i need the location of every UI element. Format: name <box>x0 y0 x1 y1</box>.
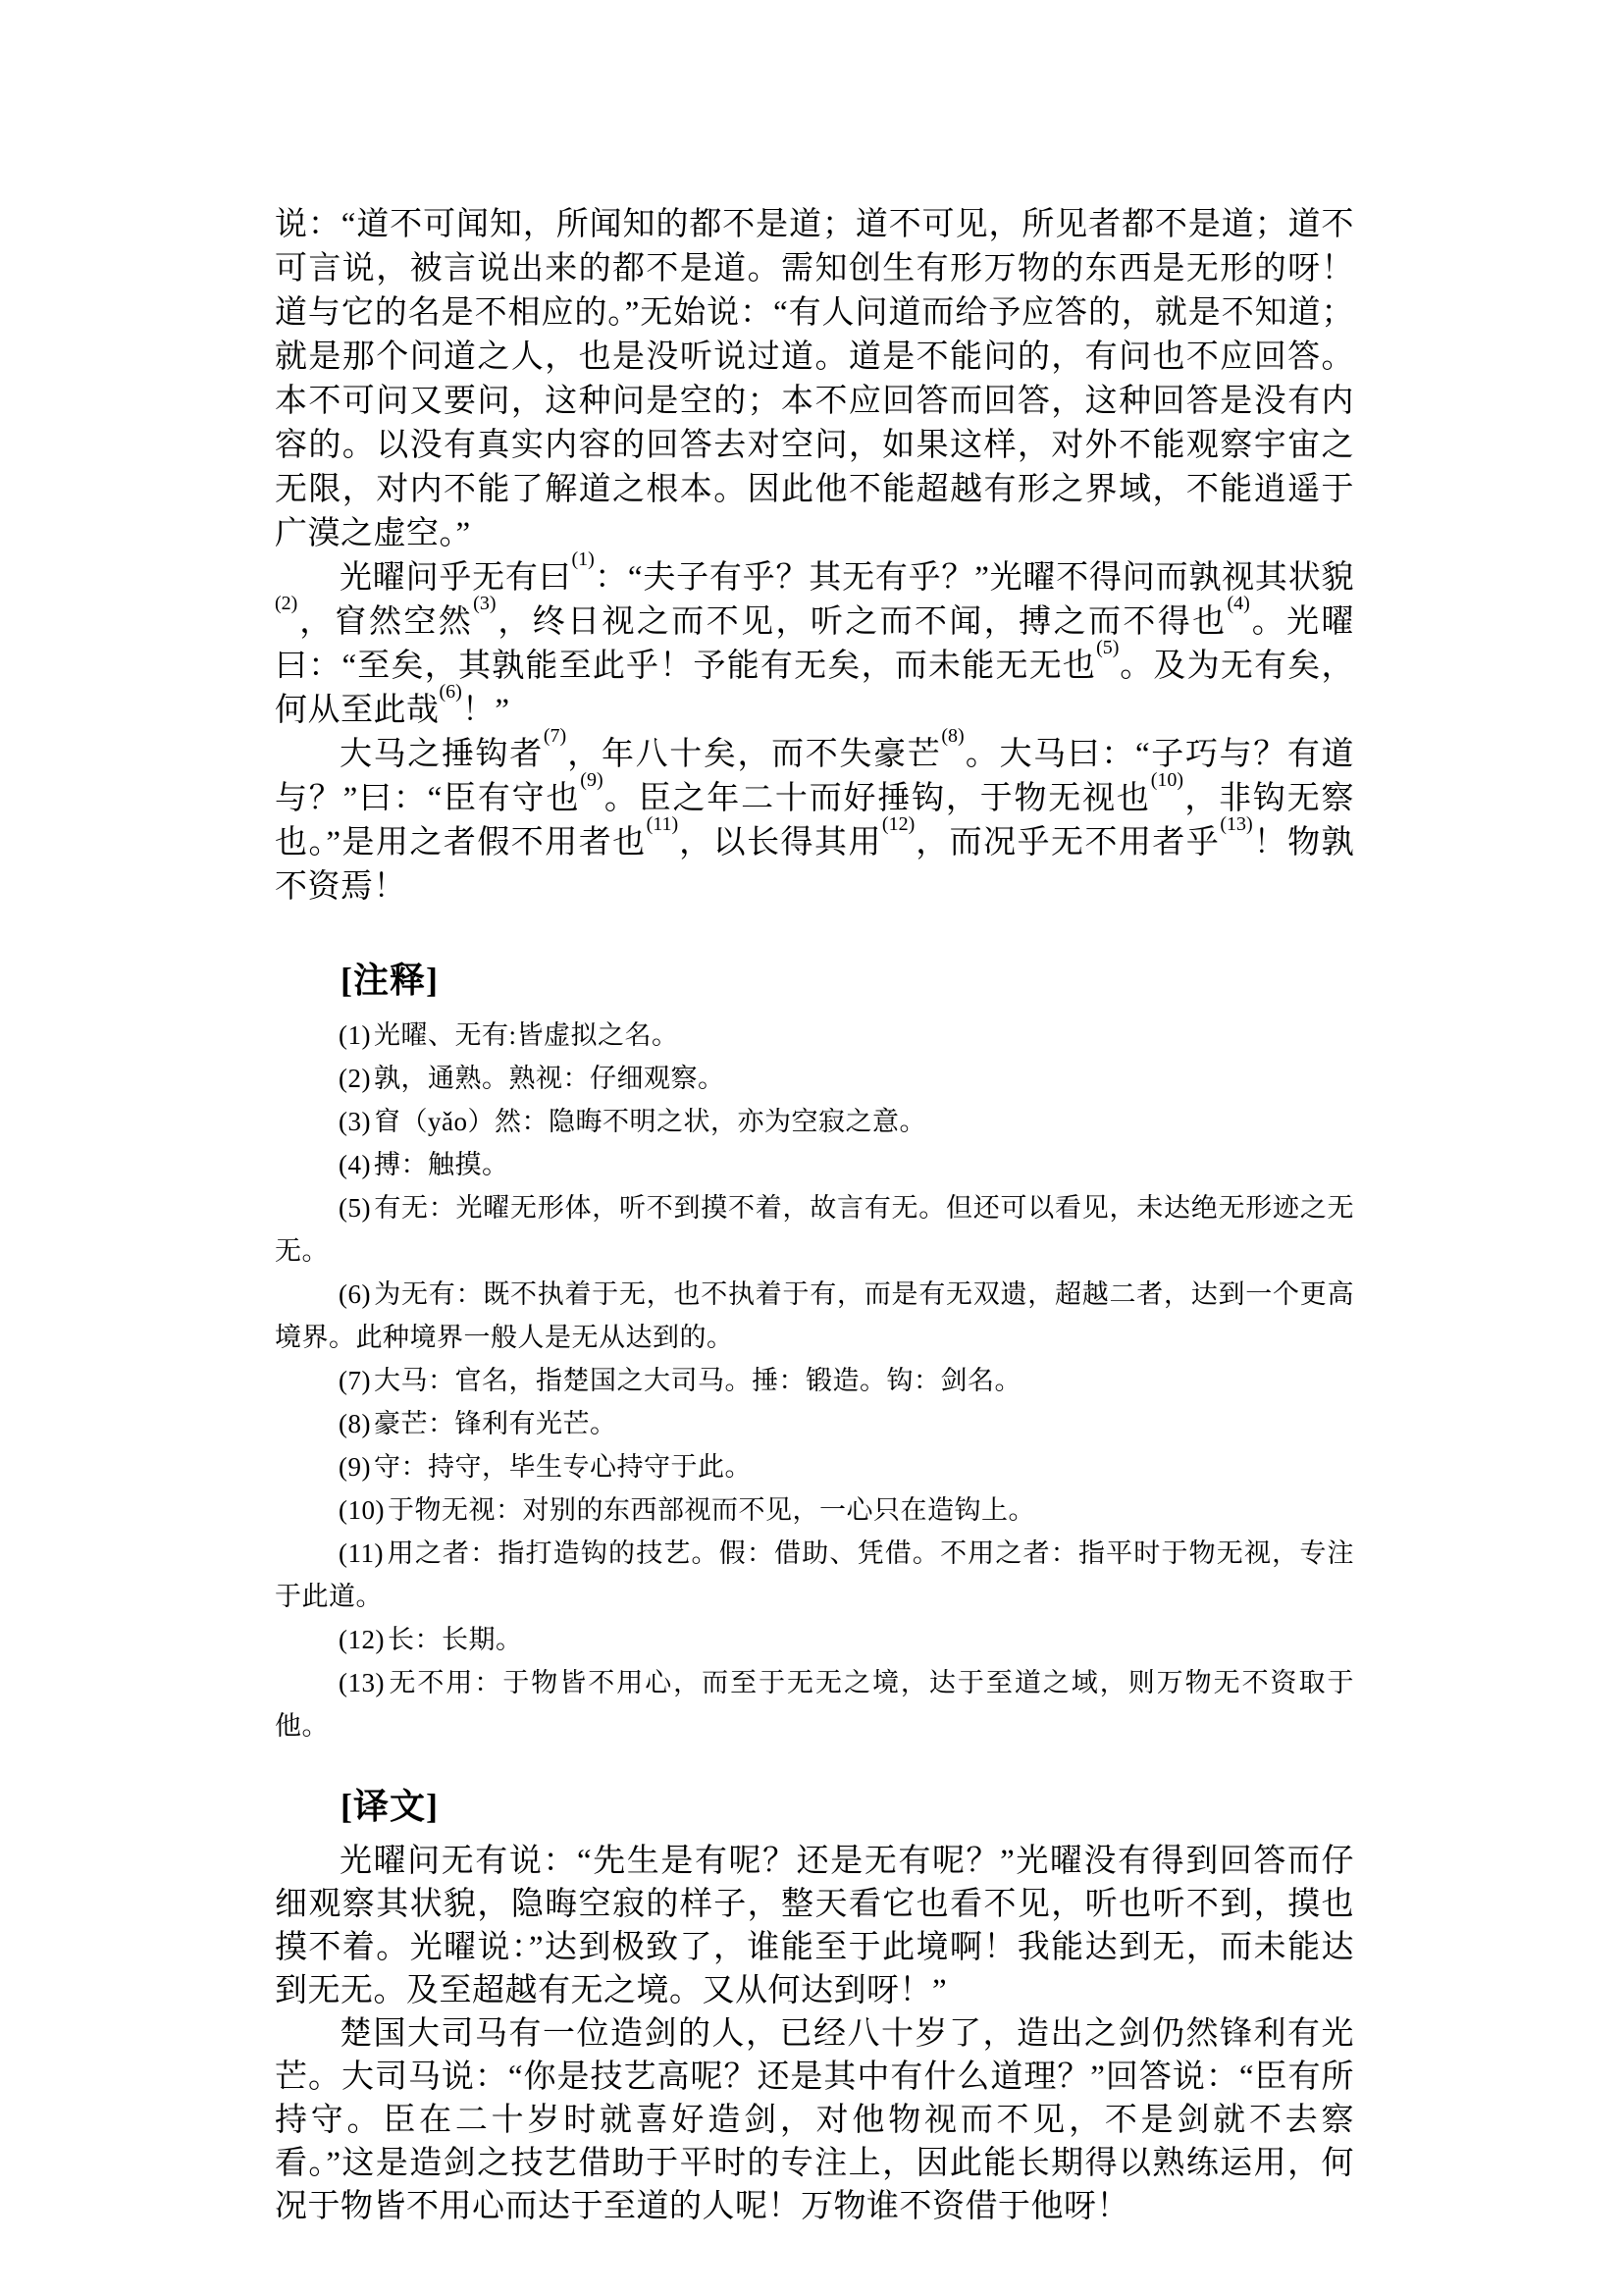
annotation-item-5 <box>275 1186 1354 1273</box>
annotation-number: (5) <box>339 1193 371 1223</box>
main-paragraph-1: 说：“道不可闻知，所闻知的都不是道；道不可见，所见者都不是道；道不可言说，被言说出来的都不是道。需知创生有形万物的东西是无形的呀！道与它的名是不相应的。”无始说：“有人问道而给予应答的，就是不知道；就是那个问道之人，也是没听说过道。道是不能问的，有问也不应回答。本不可问又要问，这种问是空的；本不应回答而回答，这种回答是没有内容的。以没有真实内容的回答去对空问，如果这样，对外不能观察宇宙之无限，对内不能了解道之根本。因此他不能超越有形之界域，不能逍遥于广漠之虚空。” <box>275 207 1354 551</box>
annotation-text: 无不用：于物皆不用心，而至于无无之境，达于至道之域，则万物无不资取于他。 <box>275 1668 1354 1741</box>
page-content <box>275 0 1354 2228</box>
annotation-number: (2) <box>339 1064 371 1093</box>
annotation-number: (13) <box>339 1668 385 1697</box>
annotation-item-8 <box>275 1402 1354 1445</box>
main-text-section <box>275 203 1354 910</box>
annotation-number: (6) <box>339 1279 371 1309</box>
annotation-number: (3) <box>339 1107 371 1136</box>
translation-paragraph-1: 光曜问无有说：“先生是有呢？还是无有呢？”光曜没有得到回答而仔细观察其状貌，隐晦空寂的样子，整天看它也看不见，听也听不到，摸也摸不着。光曜说：”达到极致了，谁能至于此境啊！我能达到无，而未能达到无无。及至超越有无之境。又从何达到呀！” <box>275 1844 1354 2008</box>
annotation-number: (9) <box>339 1452 371 1482</box>
translation-section <box>275 1840 1354 2228</box>
annotation-item-6 <box>275 1273 1354 1359</box>
annotation-number: (4) <box>339 1150 371 1179</box>
footnote-ref: (6) <box>439 681 462 703</box>
annotation-item-13 <box>275 1661 1354 1747</box>
annotation-text: 有无：光曜无形体，听不到摸不着，故言有无。但还可以看见，未达绝无形迹之无无。 <box>275 1193 1354 1266</box>
footnote-ref: (4) <box>1227 593 1250 614</box>
annotation-text: 孰，通熟。熟视：仔细观察。 <box>373 1064 725 1093</box>
annotation-text: 豪芒：锋利有光芒。 <box>373 1409 617 1438</box>
annotation-item-12 <box>275 1618 1354 1661</box>
annotation-number: (7) <box>339 1366 371 1395</box>
annotation-item-9 <box>275 1445 1354 1488</box>
annotation-item-3 <box>275 1100 1354 1143</box>
annotation-item-2 <box>275 1057 1354 1100</box>
footnote-ref: (12) <box>881 813 916 835</box>
annotation-item-1 <box>275 1014 1354 1057</box>
annotation-text: 光曜、无有:皆虚拟之名。 <box>373 1020 679 1050</box>
footnote-ref: (1) <box>571 548 595 570</box>
annotation-number: (11) <box>339 1538 384 1568</box>
main-paragraph-2: 光曜问乎无有曰$^{(1)}$：“夫子有乎？其无有乎？”光曜不得问而孰视其状貌$^{(2)}$，窅然空然$^{(3)}$，终日视之而不见，听之而不闻，搏之而不得也$^{(4)}$。光曜曰：“至矣，其孰能至此乎！予能有无矣，而未能无无也$^{(5)}$。及为无有矣，何从至此哉$^{(6)}$！” <box>275 548 1355 728</box>
annotation-text: 为无有：既不执着于无，也不执着于有，而是有无双遗，超越二者，达到一个更高境界。此种境界一般人是无从达到的。 <box>275 1279 1354 1352</box>
footnote-ref: (7) <box>543 725 567 747</box>
footnote-ref: (13) <box>1220 813 1253 835</box>
annotation-item-10 <box>275 1488 1354 1532</box>
footnote-ref: (5) <box>1096 637 1120 658</box>
annotation-text: 守：持守，毕生专心持守于此。 <box>373 1452 752 1482</box>
footnote-ref: (2) <box>275 593 298 614</box>
annotation-item-11 <box>275 1532 1354 1618</box>
annotation-text: 搏：触摸。 <box>373 1150 509 1179</box>
main-paragraph-3: 大马之捶钩者$^{(7)}$，年八十矣，而不失豪芒$^{(8)}$。大马曰：“子巧与？有道与？”曰：“臣有守也$^{(9)}$。臣之年二十而好捶钩，于物无视也$^{(10)}$，非钩无察也。”是用之者假不用者也$^{(11)}$，以长得其用$^{(12)}$，而况乎无不用者乎$^{(13)}$！物孰不资焉！ <box>275 725 1355 905</box>
annotations-section <box>275 1014 1354 1747</box>
annotation-number: (1) <box>339 1020 371 1050</box>
footnote-ref: (8) <box>941 725 965 747</box>
annotation-text: 用之者：指打造钩的技艺。假：借助、凭借。不用之者：指平时于物无视，专注于此道。 <box>275 1538 1354 1611</box>
annotations-heading: [注释] <box>341 961 439 1000</box>
annotation-item-4 <box>275 1143 1354 1186</box>
annotation-number: (10) <box>339 1495 385 1525</box>
translation-paragraph-2: 楚国大司马有一位造剑的人，已经八十岁了，造出之剑仍然锋利有光芒。大司马说：“你是技艺高呢？还是其中有什么道理？”回答说：“臣有所持守。臣在二十岁时就喜好造剑，对他物视而不见，不是剑就不去察看。”这是造剑之技艺借助于平时的专注上，因此能长期得以熟练运用，何况于物皆不用心而达于至道的人呢！万物谁不资借于他呀！ <box>275 2016 1354 2224</box>
annotation-number: (12) <box>339 1625 385 1654</box>
footnote-ref: (11) <box>646 813 679 835</box>
annotation-text: 于物无视：对别的东西部视而不见，一心只在造钩上。 <box>387 1495 1035 1525</box>
translation-heading: [译文] <box>341 1787 439 1826</box>
annotation-item-7 <box>275 1359 1354 1402</box>
annotation-text: 长：长期。 <box>387 1625 523 1654</box>
footnote-ref: (3) <box>473 593 497 614</box>
footnote-ref: (10) <box>1150 769 1184 791</box>
footnote-ref: (9) <box>580 769 603 791</box>
annotation-text: 窅（yǎo）然：隐晦不明之状，亦为空寂之意。 <box>373 1107 926 1136</box>
annotation-number: (8) <box>339 1409 371 1438</box>
annotation-text: 大马：官名，指楚国之大司马。捶：锻造。钩：剑名。 <box>373 1366 1022 1395</box>
